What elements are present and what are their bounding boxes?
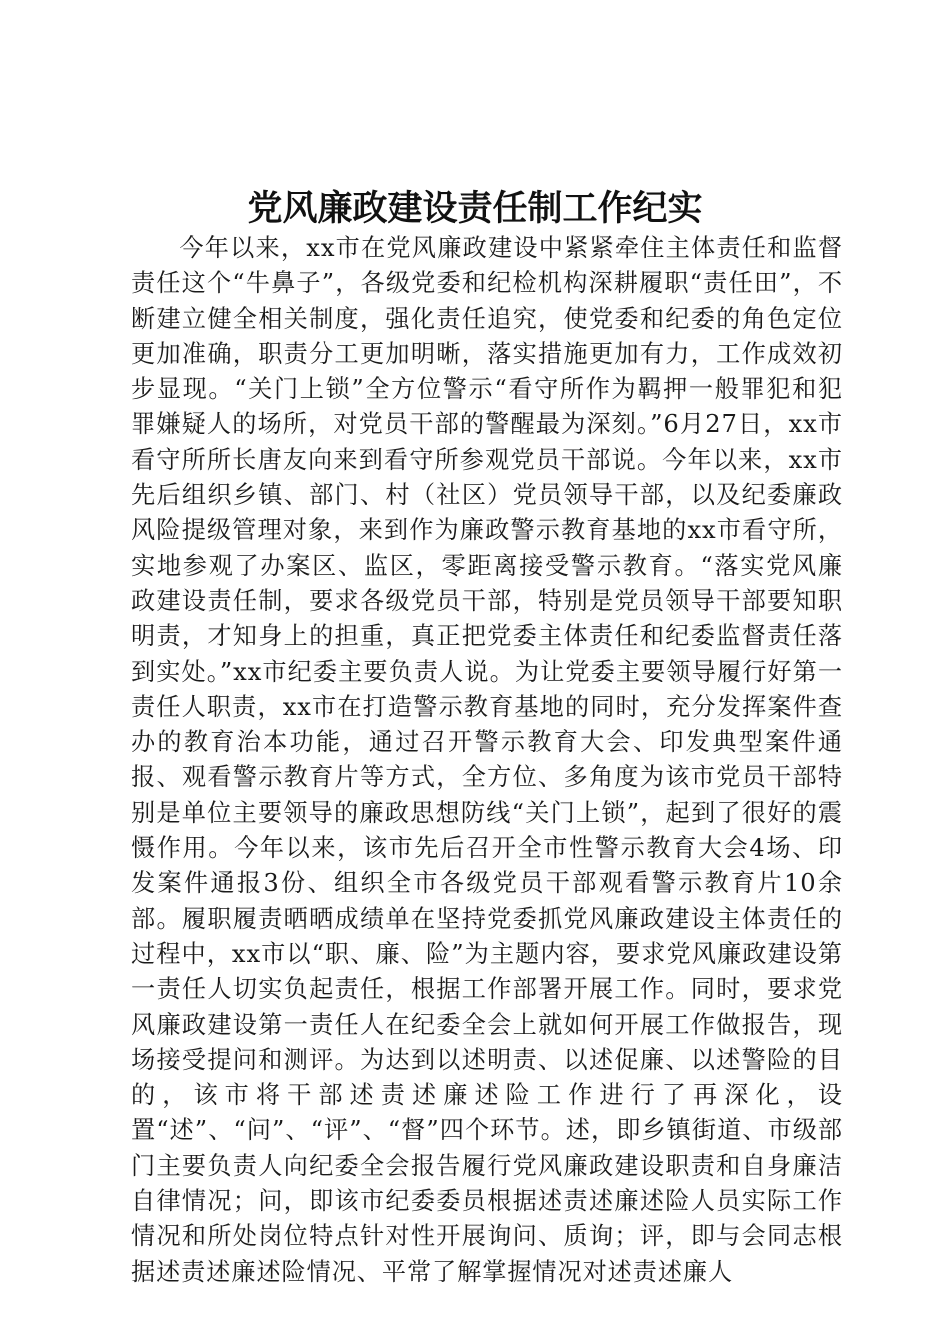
document-title: 党风廉政建设责任制工作纪实 [247, 188, 703, 229]
document-body-paragraph: 今年以来，xx市在党风廉政建设中紧紧牵住主体责任和监督责任这个“牛鼻子”，各级党委和纪检机构深耕履职“责任田”，不断建立健全相关制度，强化责任追究，使党委和纪委的角色定位更加准确，职责分工更加明晰，落实措施更加有力，工作成效初步显现。“关门上锁”全方位警示“看守所作为羁押一般罪犯和犯罪嫌疑人的场所，对党员干部的警醒最为深刻。”6月27日，xx市看守所所长唐友向来到看守所参观党员干部说。今年以来，xx市先后组织乡镇、部门、村（社区）党员领导干部，以及纪委廉政风险提级管理对象，来到作为廉政警示教育基地的xx市看守所，实地参观了办案区、监区，零距离接受警示教育。“落实党风廉政建设责任制，要求各级党员干部，特别是党员领导干部要知职明责，才知身上的担重，真正把党委主体责任和纪委监督责任落到实处。”xx市纪委主要负责人说。为让党委主要领导履行好第一责任人职责，xx市在打造警示教育基地的同时，充分发挥案件查办的教育治本功能，通过召开警示教育大会、印发典型案件通报、观看警示教育片等方式，全方位、多角度为该市党员干部特别是单位主要领导的廉政思想防线“关门上锁”，起到了很好的震慑作用。今年以来，该市先后召开全市性警示教育大会4场、印发案件通报3份、组织全市各级党员干部观看警示教育片10余部。履职履责晒晒成绩单在坚持党委抓党风廉政建设主体责任的过程中，xx市以“职、廉、险”为主题内容，要求党风廉政建设第一责任人切实负起责任，根据工作部署开展工作。同时，要求党风廉政建设第一责任人在纪委全会上就如何开展工作做报告，现场接受提问和测评。为达到以述明责、以述促廉、以述警险的目的，该市将干部述责述廉述险工作进行了再深化，设置“述”、“问”、“评”、“督”四个环节。述，即乡镇街道、市级部门主要负责人向纪委全会报告履行党风廉政建设职责和自身廉洁自律情况；问，即该市纪委委员根据述责述廉述险人员实际工作情况和所处岗位特点针对性开展询问、质询；评，即与会同志根据述责述廉述险情况、平常了解掌握情况对述责述廉人 [131, 234, 843, 1286]
